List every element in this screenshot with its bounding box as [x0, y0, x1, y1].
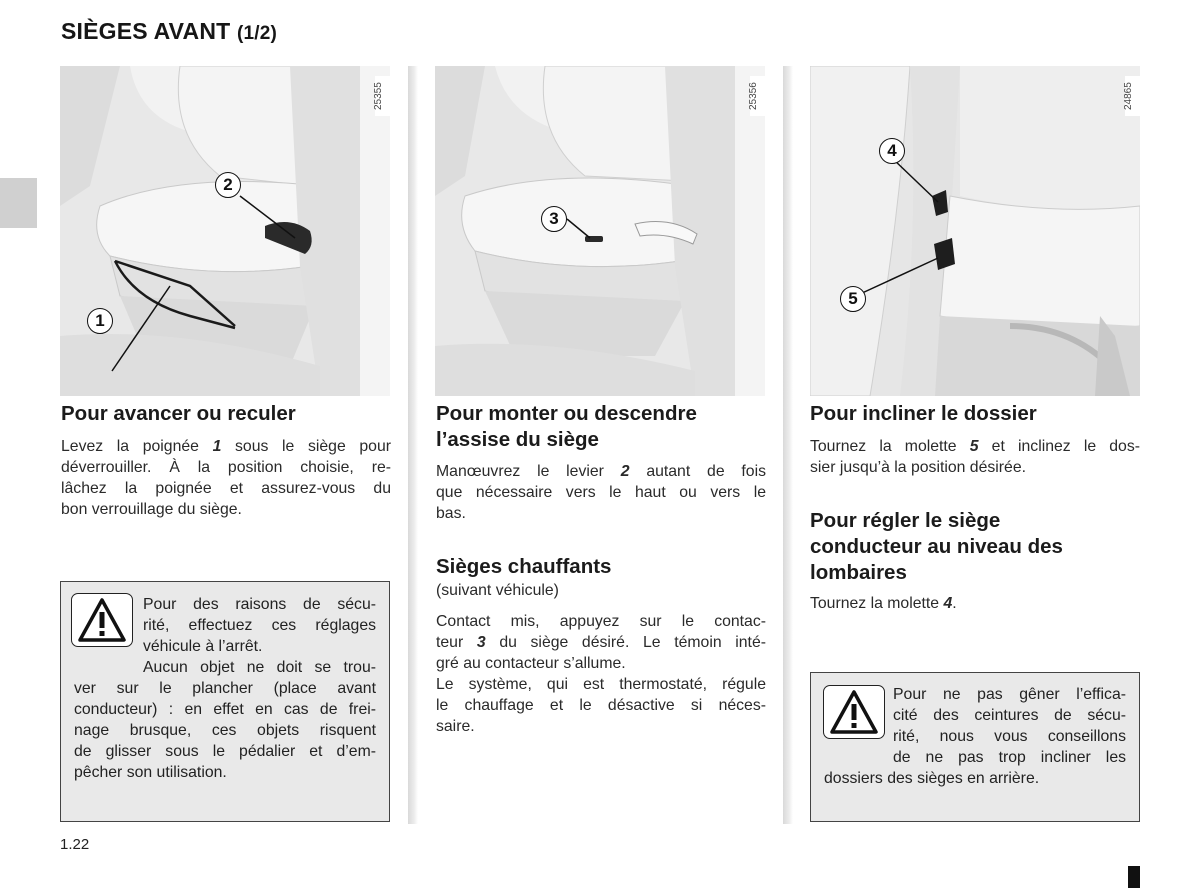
page-title — [61, 18, 277, 45]
warning-line: dossiers des sièges en arrière. — [824, 770, 1040, 787]
title-text: SIÈGES AVANT — [61, 18, 231, 44]
title-suffix: (1/2) — [236, 23, 278, 44]
column-divider — [783, 66, 793, 824]
heading-recline — [810, 401, 1037, 427]
paragraph-line: bas. — [436, 505, 466, 522]
column-divider — [408, 66, 418, 824]
heading-line: Pour incliner le dossier — [810, 402, 1037, 425]
image-number: 24865 — [1123, 82, 1134, 110]
heading-line: Pour régler le siège — [810, 509, 1001, 532]
subnote-optional: (suivant véhicule) — [436, 582, 559, 599]
warning-line: pêcher son utilisation. — [74, 764, 227, 781]
paragraph-line: bon verrouillage du siège. — [61, 501, 242, 518]
callout-3: 3 — [541, 206, 567, 232]
heading-line: Pour avancer ou reculer — [61, 402, 296, 425]
paragraph-line: saire. — [436, 718, 475, 735]
warning-line: conducteur) : en effet en cas de frei- — [74, 701, 376, 718]
paragraph-line: Tournez la molette 5 et inclinez le dos- — [810, 438, 1140, 455]
paragraph-line: Contact mis, appuyez sur le contac- — [436, 613, 766, 630]
paragraph-line: Manœuvrez le levier 2 autant de fois — [436, 463, 766, 480]
warning-box-seatbelts — [810, 672, 1140, 822]
paragraph-line: le chauffage et le désactive si néces- — [436, 697, 766, 714]
warning-line: cité des ceintures de sécu- — [893, 707, 1126, 724]
callout-2: 2 — [215, 172, 241, 198]
warning-line: véhicule à l’arrêt. — [143, 638, 263, 655]
paragraph-line: gré au contacteur s’allume. — [436, 655, 626, 672]
warning-text-bottom — [74, 678, 376, 783]
warning-triangle-icon — [71, 593, 133, 647]
warning-line: ver sur le plancher (place avant — [74, 680, 376, 697]
section-tab — [0, 178, 37, 228]
paragraph-seat-height — [436, 461, 766, 524]
seat-recline-illustration — [810, 66, 1140, 396]
page-number: 1.22 — [60, 836, 90, 853]
heading-line: conducteur au niveau des — [810, 535, 1063, 558]
paragraph-line: que nécessaire vers le haut ou vers le — [436, 484, 766, 501]
paragraph-line: Le système, qui est thermostaté, régule — [436, 676, 766, 693]
paragraph-line: teur 3 du siège désiré. Le témoin inté- — [436, 634, 766, 651]
warning-line: de glisser sous le pédalier et d’em- — [74, 743, 376, 760]
heading-line: Pour monter ou descendre — [436, 402, 697, 425]
heading-slide-seat — [61, 401, 296, 427]
callout-1: 1 — [87, 308, 113, 334]
heading-heated-seats: Sièges chauffants — [436, 555, 612, 578]
warning-text-top — [143, 594, 376, 678]
paragraph-line: Levez la poignée 1 sous le siège pour — [61, 438, 391, 455]
image-number: 25356 — [748, 82, 759, 110]
warning-line: Pour des raisons de sécu- — [143, 596, 376, 613]
paragraph-line: déverrouiller. À la position choisie, re- — [61, 459, 391, 476]
paragraph-line: lâchez la poignée et assurez-vous du — [61, 480, 391, 497]
heading-line: lombaires — [810, 561, 907, 584]
warning-line: rité, nous vous conseillons — [893, 728, 1126, 745]
warning-box-safety — [60, 581, 390, 822]
page-edge-marker — [1128, 866, 1140, 888]
warning-line: Aucun objet ne doit se trou- — [143, 659, 376, 676]
paragraph-line: Tournez la molette 4. — [810, 595, 957, 612]
seat-height-illustration — [435, 66, 765, 396]
image-number: 25355 — [373, 82, 384, 110]
callout-5: 5 — [840, 286, 866, 312]
heading-lumbar — [810, 508, 1063, 586]
heading-seat-height — [436, 401, 697, 453]
paragraph-lumbar — [810, 593, 1140, 614]
warning-text-bottom — [824, 768, 1126, 789]
seat-slide-illustration — [60, 66, 390, 396]
callout-4: 4 — [879, 138, 905, 164]
warning-triangle-icon — [823, 685, 885, 739]
warning-line: rité, effectuez ces réglages — [143, 617, 376, 634]
paragraph-heated-seats — [436, 611, 766, 737]
paragraph-recline — [810, 436, 1140, 478]
warning-text-top — [893, 684, 1126, 768]
warning-line: de ne pas trop incliner les — [893, 749, 1126, 766]
heading-line: l’assise du siège — [436, 428, 599, 451]
paragraph-slide-seat — [61, 436, 391, 520]
warning-line: nage brusque, ces objets risquent — [74, 722, 376, 739]
paragraph-line: sier jusqu’à la position désirée. — [810, 459, 1027, 476]
warning-line: Pour ne pas gêner l’effica- — [893, 686, 1126, 703]
